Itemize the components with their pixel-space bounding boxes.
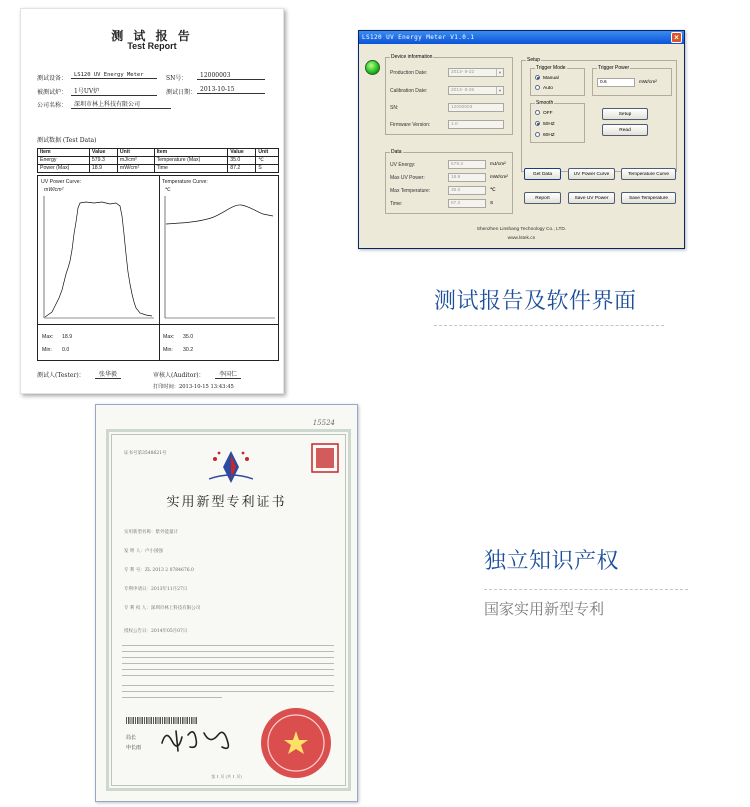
table-header-row bbox=[38, 149, 279, 157]
curves-panel bbox=[37, 175, 279, 361]
caption-patent: 国家实用新型专利 bbox=[484, 600, 605, 618]
production-date-value: 2013- 9-22 bbox=[451, 70, 475, 75]
time-unit: S bbox=[490, 201, 494, 206]
auto-radio[interactable] bbox=[535, 85, 553, 91]
smooth-50hz-radio[interactable] bbox=[535, 121, 555, 127]
temperature-curve-button[interactable]: Temperature Curve bbox=[621, 168, 676, 180]
barcode bbox=[126, 717, 198, 724]
table-cell: mJ/cm² bbox=[117, 157, 154, 165]
date-value: 2013-10-15 bbox=[197, 86, 265, 94]
table-cell: ℃ bbox=[256, 157, 279, 165]
patent-office-emblem-icon bbox=[209, 449, 253, 485]
temp-min-label: Min: bbox=[163, 347, 173, 353]
smooth-off-radio[interactable] bbox=[535, 110, 553, 116]
patent-number: 专 利 号：ZL 2013 2 0784676.0 bbox=[124, 568, 194, 573]
patent-certificate bbox=[95, 404, 358, 802]
body-text-line bbox=[122, 685, 334, 686]
certificate-number: 证书号第3548621号 bbox=[124, 451, 167, 456]
uv-curve-label: UV Power Curve: bbox=[41, 179, 82, 185]
temp-max-value: 35.0 bbox=[183, 334, 194, 340]
uv-min-value: 0.0 bbox=[62, 347, 70, 353]
calibration-date-label: Calibration Date: bbox=[390, 88, 428, 94]
curves-divider bbox=[159, 176, 160, 360]
director-signature bbox=[158, 725, 238, 755]
uv-max-value: 18.9 bbox=[62, 334, 73, 340]
caption-divider bbox=[484, 589, 688, 590]
table-cell: Time bbox=[154, 165, 228, 173]
smooth-60hz-radio[interactable] bbox=[535, 132, 555, 138]
test-data-table bbox=[37, 148, 279, 173]
tested-label: 被测试炉： bbox=[37, 89, 68, 96]
report-button[interactable]: Report bbox=[524, 192, 561, 204]
smooth-group bbox=[530, 100, 585, 143]
table-cell: S bbox=[256, 165, 279, 173]
get-data-button[interactable]: Get Data bbox=[524, 168, 561, 180]
table-cell: mW/cm² bbox=[117, 165, 154, 173]
company-url: www.lstek.cn bbox=[507, 236, 536, 241]
table-header: Item bbox=[154, 149, 228, 157]
body-text-line bbox=[122, 657, 334, 658]
report-title-en: Test Report bbox=[127, 41, 177, 51]
director-label: 局长 bbox=[126, 735, 137, 741]
tested-value: 1号UV炉 bbox=[71, 86, 157, 96]
uv-energy-field[interactable]: 579.3 bbox=[448, 160, 486, 169]
corner-seal-icon bbox=[311, 443, 339, 473]
caption-ip: 独立知识产权 bbox=[484, 549, 620, 574]
caption-divider bbox=[434, 325, 664, 326]
manual-label: Manual bbox=[543, 75, 559, 81]
uv-power-curve-chart bbox=[42, 194, 156, 322]
sn-label: SN: bbox=[390, 105, 399, 111]
uv-energy-unit: mJ/cm² bbox=[490, 162, 506, 167]
temp-min-value: 30.2 bbox=[183, 347, 194, 353]
setup-button[interactable]: Setup bbox=[602, 108, 648, 120]
connection-status-led bbox=[365, 60, 380, 75]
table-cell: 87.2 bbox=[228, 165, 256, 173]
max-temperature-field[interactable]: 35.0 bbox=[448, 186, 486, 195]
production-date-field[interactable] bbox=[448, 68, 504, 77]
table-cell: 579.3 bbox=[89, 157, 117, 165]
max-uv-power-unit: mW/cm² bbox=[490, 175, 508, 180]
radio-icon bbox=[535, 110, 540, 115]
company-name: Shenzhen Linshang Technology Co., LTD. bbox=[476, 227, 567, 232]
uv-energy-label: UV Energy: bbox=[390, 162, 416, 168]
table-row bbox=[38, 165, 279, 173]
utility-model-name: 实用新型名称：紫外能量计 bbox=[124, 530, 178, 535]
table-header: Unit bbox=[117, 149, 154, 157]
firmware-version-field[interactable]: 1.0 bbox=[448, 120, 504, 129]
smooth-title: Smooth bbox=[536, 100, 554, 106]
table-header: Value bbox=[89, 149, 117, 157]
data-group-title: Data bbox=[391, 149, 402, 155]
table-header: Unit bbox=[256, 149, 279, 157]
trigger-power-input[interactable]: 0.6 bbox=[597, 78, 635, 87]
smooth-50hz-label: 50HZ bbox=[543, 121, 555, 127]
setup-group-title: Setup bbox=[527, 57, 541, 63]
radio-icon bbox=[535, 132, 540, 137]
temp-curve-unit: ℃ bbox=[165, 187, 171, 193]
trigger-power-group bbox=[592, 65, 672, 96]
save-temperature-button[interactable]: Save Temperature bbox=[621, 192, 676, 204]
temperature-curve-chart bbox=[163, 194, 277, 322]
close-icon[interactable]: × bbox=[671, 32, 682, 43]
handwritten-number: 15524 bbox=[312, 419, 335, 427]
test-data-title: 测试数据 (Test Data) bbox=[37, 137, 97, 144]
device-information-title: Device information bbox=[391, 54, 433, 60]
max-temperature-unit: ℃ bbox=[490, 188, 496, 193]
radio-icon bbox=[535, 85, 540, 90]
radio-selected-icon bbox=[535, 75, 540, 80]
time-label: Time: bbox=[390, 201, 403, 207]
trigger-mode-title: Trigger Mode bbox=[536, 65, 566, 71]
uv-min-label: Min: bbox=[42, 347, 52, 353]
table-cell: 18.9 bbox=[89, 165, 117, 173]
table-cell: Power (Max) bbox=[38, 165, 90, 173]
radio-selected-icon bbox=[535, 121, 540, 126]
trigger-mode-group bbox=[530, 65, 585, 96]
auditor-label: 审核人(Auditor)： bbox=[153, 372, 205, 379]
table-header: Value bbox=[228, 149, 256, 157]
company-value: 深圳市林上科技有限公司 bbox=[71, 99, 171, 109]
calibration-date-value: 2013- 9-25 bbox=[451, 88, 475, 93]
table-cell: Energy bbox=[38, 157, 90, 165]
uv-curve-unit: mW/cm² bbox=[44, 187, 64, 193]
official-red-seal-icon bbox=[258, 705, 334, 781]
auto-label: Auto bbox=[543, 85, 553, 91]
sn-value: 12000003 bbox=[197, 72, 265, 80]
print-time: 打印时间：2013-10-15 13:43:45 bbox=[153, 384, 234, 390]
time-field[interactable]: 87.2 bbox=[448, 199, 486, 208]
read-button[interactable]: Read bbox=[602, 124, 648, 136]
temp-max-label: Max: bbox=[163, 334, 175, 340]
trigger-power-title: Trigger Power bbox=[598, 65, 630, 71]
max-temperature-label: Max Temperature: bbox=[390, 188, 431, 194]
caption-report-software: 测试报告及软件界面 bbox=[434, 289, 637, 314]
firmware-version-label: Firmware Version: bbox=[390, 122, 431, 128]
patent-holder: 专 利 权 人：深圳市林上科技有限公司 bbox=[124, 606, 201, 611]
software-window bbox=[358, 30, 685, 249]
sn-label: SN号： bbox=[166, 75, 188, 82]
report-title-cn: 测 试 报 告 bbox=[111, 29, 193, 43]
uv-power-curve-button[interactable]: UV Power Curve bbox=[568, 168, 615, 180]
auditor-value: 李国仁 bbox=[215, 369, 241, 379]
body-text-line bbox=[122, 645, 334, 646]
tester-value: 张华毅 bbox=[95, 369, 121, 379]
sn-field[interactable]: 12000003 bbox=[448, 103, 504, 112]
certificate-title: 实用新型专利证书 bbox=[166, 495, 287, 510]
device-label: 测试设备： bbox=[37, 75, 68, 82]
table-row bbox=[38, 157, 279, 165]
filing-date: 专利申请日：2013年11月27日 bbox=[124, 587, 188, 592]
table-cell: Temperature (Max) bbox=[154, 157, 228, 165]
save-uv-power-button[interactable]: Save UV Power bbox=[568, 192, 615, 204]
production-date-label: Production Date: bbox=[390, 70, 428, 76]
page-number: 第 1 页 (共 1 页) bbox=[211, 774, 242, 779]
window-titlebar: LS120 UV Energy Meter V1.0.1 bbox=[359, 31, 684, 44]
body-text-line bbox=[122, 675, 334, 676]
body-text-line bbox=[122, 663, 334, 664]
company-label: 公司名称： bbox=[37, 102, 68, 109]
body-text-line bbox=[122, 697, 222, 698]
device-value: LS120 UV Energy Meter bbox=[71, 72, 157, 79]
max-uv-power-field[interactable]: 18.9 bbox=[448, 173, 486, 182]
calibration-date-field[interactable] bbox=[448, 86, 504, 95]
temp-curve-label: Temperature Curve: bbox=[162, 179, 208, 185]
table-cell: 35.0 bbox=[228, 157, 256, 165]
grant-date: 授权公告日：2014年05月07日 bbox=[124, 629, 188, 634]
date-label: 测试日期： bbox=[166, 89, 197, 96]
manual-radio[interactable] bbox=[535, 75, 559, 81]
data-group bbox=[385, 149, 513, 214]
body-text-line bbox=[122, 651, 334, 652]
tester-label: 测试人(Tester)： bbox=[37, 372, 85, 379]
curves-stats-divider bbox=[38, 324, 278, 325]
smooth-60hz-label: 60HZ bbox=[543, 132, 555, 138]
trigger-power-unit: mW/cm² bbox=[639, 80, 657, 85]
director-label: 申长雨 bbox=[126, 745, 142, 751]
uv-max-label: Max: bbox=[42, 334, 54, 340]
device-information-group bbox=[385, 54, 513, 135]
body-text-line bbox=[122, 669, 334, 670]
table-header: Item bbox=[38, 149, 90, 157]
setup-group bbox=[521, 57, 677, 172]
smooth-off-label: OFF bbox=[543, 110, 553, 116]
test-report-document bbox=[20, 8, 284, 394]
chevron-down-icon: ▼ bbox=[496, 87, 503, 94]
body-text-line bbox=[122, 691, 334, 692]
inventor: 发 明 人：卢小国强 bbox=[124, 549, 163, 554]
chevron-down-icon: ▼ bbox=[496, 69, 503, 76]
max-uv-power-label: Max UV Power: bbox=[390, 175, 425, 181]
